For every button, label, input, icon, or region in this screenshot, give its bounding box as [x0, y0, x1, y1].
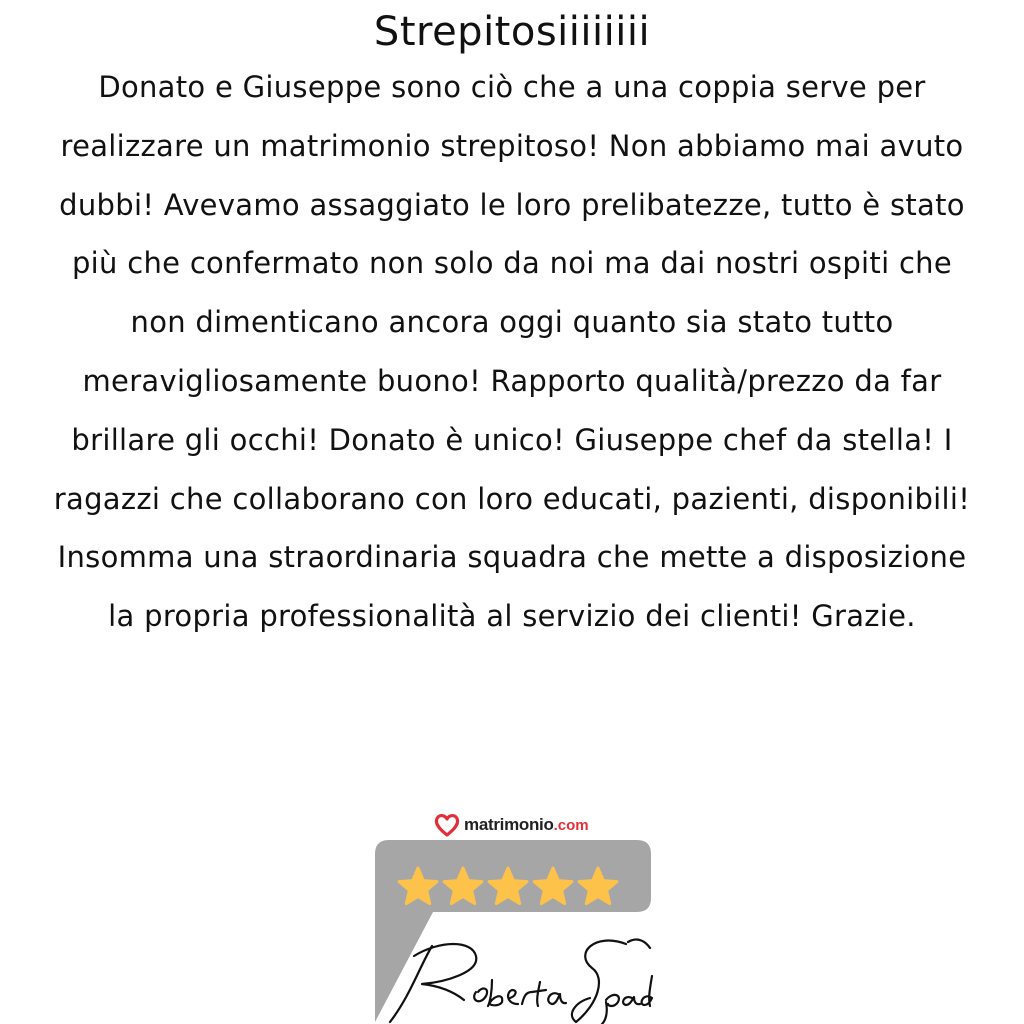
star-rating	[396, 860, 620, 914]
star-icon	[396, 860, 440, 914]
logo-text: matrimonio	[464, 815, 554, 834]
review-text: Donato e Giuseppe sono ciò che a una coppia serve per realizzare un matrimonio strepitoso! Non abbiamo mai avuto dubbi! Avevamo assaggiato le loro prelibatezze, tutto è stato più che confermato non solo da noi ma dai nostri ospiti che non dimenticano ancora oggi quanto sia stato tutto meravigliosamente buono! Rapporto qualità/prezzo da far brillare gli occhi! Donato è unico! Giuseppe chef da stella! I ragazzi che collaborano con loro educati, pazienti, disponibili! Insomma una straordinaria squadra che mette a disposizione la propria professionalità al servizio dei clienti! Grazie.	[53, 70, 971, 634]
star-icon	[576, 860, 620, 914]
star-icon	[531, 860, 575, 914]
star-icon	[486, 860, 530, 914]
review-title: Strepitosiiiiiiii	[373, 9, 651, 55]
star-icon	[441, 860, 485, 914]
logo-domain: .com	[553, 817, 589, 834]
matrimonio-logo	[434, 808, 589, 842]
signature	[380, 926, 660, 1024]
heart-icon	[434, 813, 460, 837]
